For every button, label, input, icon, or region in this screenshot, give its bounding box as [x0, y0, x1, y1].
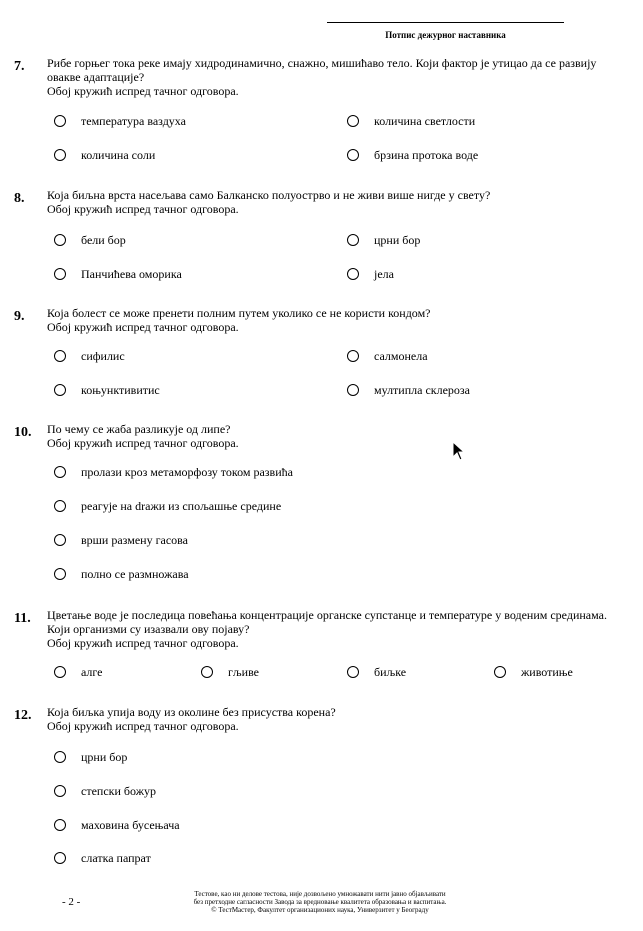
question-number: 12. — [14, 708, 32, 723]
question-number: 9. — [14, 309, 25, 324]
answer-radio[interactable] — [54, 852, 66, 864]
answer-radio[interactable] — [54, 149, 66, 161]
answer-radio[interactable] — [347, 384, 359, 396]
question-instruction: Обој кружић испред тачног одговора. — [47, 436, 239, 450]
answer-radio[interactable] — [347, 268, 359, 280]
answer-option: пролази кроз метаморфозу током развића — [81, 465, 293, 479]
answer-option: јела — [374, 267, 394, 281]
answer-radio[interactable] — [494, 666, 506, 678]
question-instruction: Обој кружић испред тачног одговора. — [47, 202, 239, 216]
copyright-line: без претходне сагласности Завода за вредновање квалитета образовања и васпитања. — [193, 898, 447, 906]
answer-option: количина светлости — [374, 114, 476, 128]
signature-line — [327, 22, 564, 23]
answer-radio[interactable] — [54, 268, 66, 280]
answer-radio[interactable] — [54, 466, 66, 478]
question-number: 8. — [14, 191, 25, 206]
answer-option: животиње — [521, 665, 573, 679]
answer-option: слатка папрат — [81, 851, 151, 865]
answer-option: гљиве — [228, 665, 259, 679]
copyright-line: © ТестМастер, Факултет организационих наука, Универзитет у Београду — [211, 906, 429, 914]
answer-option: температура ваздуха — [81, 114, 186, 128]
answer-option: салмонела — [374, 349, 428, 363]
answer-radio[interactable] — [347, 666, 359, 678]
question-text — [47, 306, 622, 334]
question-number: 10. — [14, 425, 32, 440]
answer-radio[interactable] — [54, 751, 66, 763]
question-text — [47, 608, 622, 650]
answer-option: Панчићева оморика — [81, 267, 182, 281]
question-instruction: Обој кружић испред тачног одговора. — [47, 320, 239, 334]
question-text — [47, 705, 622, 733]
mouse-pointer-icon — [452, 441, 466, 461]
answer-radio[interactable] — [347, 234, 359, 246]
question-number: 7. — [14, 59, 25, 74]
answer-radio[interactable] — [54, 350, 66, 362]
question-instruction: Обој кружић испред тачног одговора. — [47, 636, 239, 650]
page-number: - 2 - — [62, 896, 81, 908]
question-instruction: Обој кружић испред тачног одговора. — [47, 84, 239, 98]
answer-option: црни бор — [374, 233, 421, 247]
copyright-line: Тестове, као ни делове тестова, није дозвољено умножавати нити јавно објављивати — [194, 890, 446, 898]
question-prompt: Рибе горњег тока реке имају хидродинамично, снажно, мишићаво тело. Који фактор је утицао да се развију овакве адаптације? — [47, 56, 597, 84]
question-text — [47, 56, 622, 98]
answer-option: биљке — [374, 665, 407, 679]
question-prompt: Цветање воде је последица повећања концентрације органске супстанце и температуре у воденим срединама. Који организми су изазвали ову појаву? — [47, 608, 607, 636]
answer-radio[interactable] — [54, 500, 66, 512]
question-prompt: Која болест се може пренети полним путем уколико се не користи кондом? — [47, 306, 431, 320]
answer-radio[interactable] — [347, 115, 359, 127]
signature-label: Потпис дежурног наставника — [385, 30, 506, 40]
answer-option: коњунктивитис — [81, 383, 160, 397]
question-number: 11. — [14, 611, 31, 626]
answer-radio[interactable] — [54, 666, 66, 678]
question-text — [47, 188, 622, 216]
answer-option: врши размену гасова — [81, 533, 188, 547]
answer-option: количина соли — [81, 148, 156, 162]
question-instruction: Обој кружић испред тачног одговора. — [47, 719, 239, 733]
question-prompt: Која биљна врста насељава само Балканско полуострво и не живи више нигде у свету? — [47, 188, 491, 202]
answer-option: полно се размножава — [81, 567, 189, 581]
answer-radio[interactable] — [54, 568, 66, 580]
answer-option: мултипла склероза — [374, 383, 470, 397]
answer-option: степски божур — [81, 784, 156, 798]
answer-option: црни бор — [81, 750, 128, 764]
answer-option: бели бор — [81, 233, 126, 247]
answer-option: сифилис — [81, 349, 125, 363]
answer-radio[interactable] — [54, 384, 66, 396]
question-prompt: По чему се жаба разликује од липе? — [47, 422, 231, 436]
answer-option: реагује на draжи из спољашње средине — [81, 499, 282, 513]
answer-radio[interactable] — [347, 149, 359, 161]
answer-option: маховина бусењача — [81, 818, 180, 832]
copyright-notice — [160, 890, 480, 914]
answer-radio[interactable] — [54, 115, 66, 127]
question-prompt: Која биљка упија воду из околине без присуства корена? — [47, 705, 336, 719]
answer-radio[interactable] — [54, 234, 66, 246]
answer-radio[interactable] — [201, 666, 213, 678]
answer-radio[interactable] — [347, 350, 359, 362]
question-text — [47, 422, 622, 450]
answer-radio[interactable] — [54, 785, 66, 797]
answer-radio[interactable] — [54, 534, 66, 546]
answer-radio[interactable] — [54, 819, 66, 831]
answer-option: алге — [81, 665, 103, 679]
answer-option: брзина протока воде — [374, 148, 479, 162]
